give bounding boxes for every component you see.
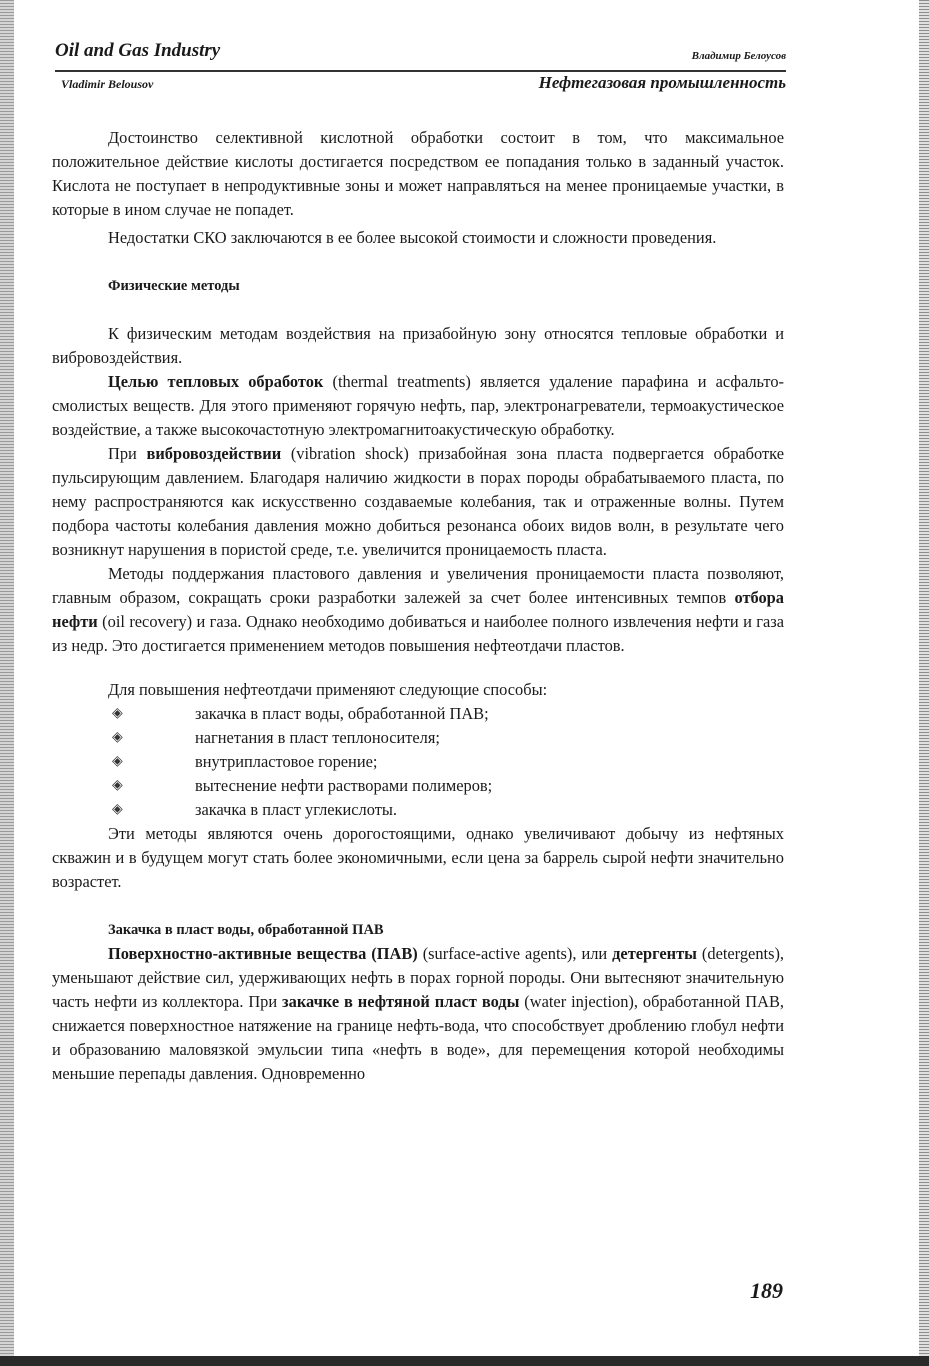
diamond-bullet-icon: ◈ [112,730,123,745]
term: отбора нефти [52,588,784,631]
section-heading: Физические методы [108,278,240,294]
paragraph: При вибровоздействии (vibration shock) призабойная зона пласта подвергается обработке пульсирующим давлением. Благодаря наличию жидкости в порах породы обрабатываемого пласта, по нему распространяются как искусственно создаваемые колебания, так и отраженные волны. Путем подбора частоты колебания давления можно добиться резонанса обоих видов волн, в результате чего возникнут нарушения в пористой среде, т.е. увеличится проницаемость пласта. [52,444,784,559]
header-rule [55,70,786,72]
term: Поверхностно-активные вещества (ПАВ) [108,944,418,963]
term: детергенты [612,944,697,963]
journal-title-en: Oil and Gas Industry [55,40,221,61]
diamond-bullet-icon: ◈ [112,802,123,817]
paragraph: Поверхностно-активные вещества (ПАВ) (surface-active agents), или детергенты (detergents), уменьшают действие сил, удерживающих нефть в порах горной породы. Они вытесняют значительную часть нефти из коллектора. При закачке в нефтяной пласт воды (water injection), обработанной ПАВ, снижается поверхностное натяжение на границе нефть-вода, что способствует дроблению глобул нефти и образованию маловязкой эмульсии типа «нефть в воде», для перемещения которой необходимы меньшие перепады давления. Одновременно [52,944,784,1083]
methods-list [52,702,784,822]
paragraph: Достоинство селективной кислотной обработки состоит в том, что максимальное положительное действие кислоты достигается посредством ее попадания только в заданный участок. Кислота не поступает в непродуктивные зоны и может направляться на менее проницаемые участки, в которые в ином случае не попадет. [52,128,784,219]
paragraph: Для повышения нефтеотдачи применяют следующие способы: [108,680,548,699]
list-item: ◈ внутрипластовое горение; [52,750,784,774]
paragraph: Целью тепловых обработок (thermal treatments) является удаление парафина и асфальто-смолистых веществ. Для этого применяют горячую нефть, пар, электронагреватели, термоакустическое воздействие, а также высокочастотную электромагнитоакустическую обработку. [52,372,784,439]
journal-title-ru: Нефтегазовая промышленность [538,73,786,92]
diamond-bullet-icon: ◈ [112,754,123,769]
list-item: ◈ вытеснение нефти растворами полимеров; [52,774,784,798]
diamond-bullet-icon: ◈ [112,706,123,721]
term: Целью тепловых обработок [108,372,324,391]
diamond-bullet-icon: ◈ [112,778,123,793]
section-heading: Закачка в пласт воды, обработанной ПАВ [108,922,384,938]
term: закачке в нефтяной пласт воды [282,992,520,1011]
scan-bottom-edge [0,1356,929,1366]
list-item: ◈ закачка в пласт воды, обработанной ПАВ; [52,702,784,726]
page-number: 189 [750,1278,783,1303]
list-item: ◈ нагнетания в пласт теплоносителя; [52,726,784,750]
term: вибровоздействии [146,444,282,463]
paragraph: Методы поддержания пластового давления и увеличения проницаемости пласта позволяют, главным образом, сокращать сроки разработки залежей за счет более интенсивных темпов отбора нефти (oil recovery) и газа. Однако необходимо добиваться и наиболее полного извлечения нефти и газа из недр. Это достигается применением методов повышения нефтеотдачи пластов. [52,564,784,655]
scan-right-edge [919,0,929,1366]
paragraph: Эти методы являются очень дорогостоящими, однако увеличивают добычу из нефтяных скважин и в будущем могут стать более экономичными, если цена за баррель сырой нефти значительно возрастет. [52,824,784,891]
paragraph: К физическим методам воздействия на призабойную зону относятся тепловые обработки и вибровоздействия. [52,324,784,367]
author-name-en: Vladimir Belousov [61,77,154,91]
list-item: ◈ закачка в пласт углекислоты. [52,798,784,822]
author-name-ru: Владимир Белоусов [691,50,786,62]
paragraph: Недостатки СКО заключаются в ее более высокой стоимости и сложности проведения. [108,228,717,247]
scan-left-edge [0,0,14,1366]
page-body [52,126,784,1086]
